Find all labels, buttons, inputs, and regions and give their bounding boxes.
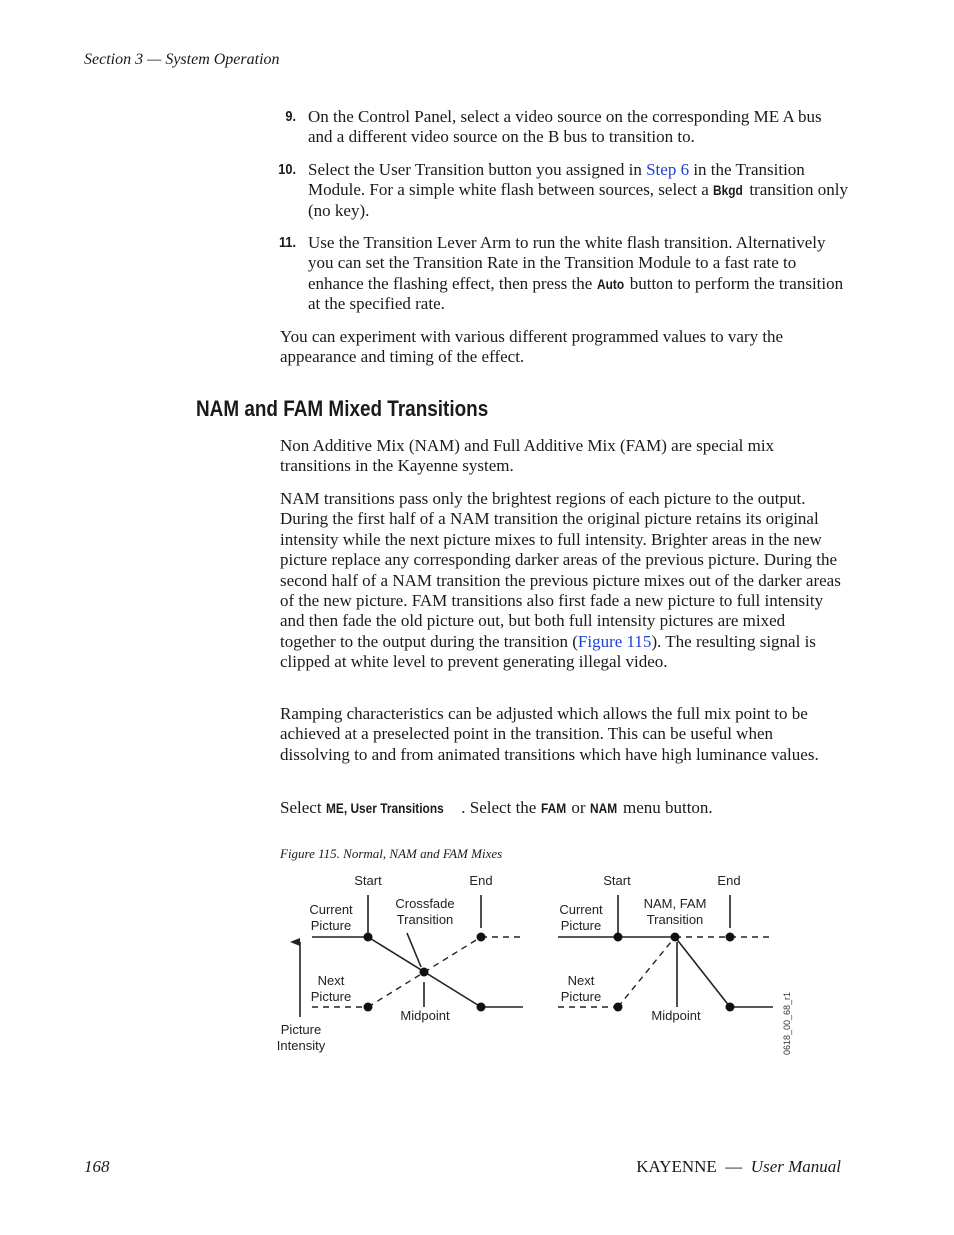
left-end-label: End xyxy=(469,873,493,888)
fam-ui-label: FAM xyxy=(540,800,566,816)
left-next-picture-label: Next Picture xyxy=(310,973,352,1004)
ramping-paragraph: Ramping characteristics can be adjusted which allows the full mix point to be achieved at a preselected point in the transition. This can be useful when dissolving to and from animated transitions which have high luminance values. xyxy=(280,704,819,764)
bkgd-ui-label: Bkgd xyxy=(713,182,743,199)
step-6-link[interactable]: Step 6 xyxy=(646,160,690,179)
start-point-bottom xyxy=(364,1003,373,1012)
end-point-bottom xyxy=(477,1003,486,1012)
page-number: 168 xyxy=(84,1157,110,1176)
section-heading: NAM and FAM Mixed Transitions xyxy=(196,396,489,421)
me-user-transitions-ui-label: ME, User Transitions xyxy=(325,800,444,816)
right-start-label: Start xyxy=(603,873,631,888)
step-text: Select the User Transition button you assigned in Step 6 in the Transition Module. For a simple white flash between sources, select a Bkgd transition only (no key). xyxy=(308,160,849,220)
left-current-picture-label: Current Picture xyxy=(309,902,353,933)
product-name: KAYENNE xyxy=(636,1157,717,1176)
experiment-paragraph: You can experiment with various different programmed values to vary the appearance and timing of the effect. xyxy=(280,327,784,367)
right-current-picture-label: Current Picture xyxy=(559,902,603,933)
next-picture-fade-in xyxy=(618,937,675,1007)
figure-id: 0618_00_68_r1 xyxy=(782,991,792,1055)
end-point-top xyxy=(726,933,735,942)
end-point-top xyxy=(477,933,486,942)
manual-title: User Manual xyxy=(750,1157,841,1176)
right-next-picture-label: Next Picture xyxy=(560,973,602,1004)
step-text: On the Control Panel, select a video source on the corresponding ME A bus and a different video source on the B bus to transition to. xyxy=(308,107,822,147)
picture-intensity-axis-label: Picture Intensity xyxy=(276,1022,326,1053)
start-point xyxy=(614,933,623,942)
right-transition-label: NAM, FAM Transition xyxy=(643,896,707,927)
current-picture-fade-out xyxy=(675,937,730,1007)
step-number: 9. xyxy=(285,108,296,125)
left-start-label: Start xyxy=(354,873,382,888)
running-header: Section 3 — System Operation xyxy=(84,51,280,68)
figure-caption: Figure 115. Normal, NAM and FAM Mixes xyxy=(280,846,503,861)
step-text: Use the Transition Lever Arm to run the white flash transition. Alternatively you can set the Transition Rate in the Transition Module to a fast rate to enhance the flashing effect, then press the Auto button to perform the transition at the specified rate. xyxy=(308,233,844,314)
left-midpoint-label: Midpoint xyxy=(400,1008,450,1023)
step-number: 11. xyxy=(278,234,296,251)
end-point-bottom xyxy=(726,1003,735,1012)
intro-paragraph: Non Additive Mix (NAM) and Full Additive Mix (FAM) are special mix transitions in the Kayenne system. xyxy=(280,436,775,476)
right-end-label: End xyxy=(717,873,741,888)
midpoint-point xyxy=(671,933,680,942)
right-midpoint-label: Midpoint xyxy=(651,1008,701,1023)
nam-ui-label: NAM xyxy=(589,800,617,816)
start-point xyxy=(364,933,373,942)
start-point-bottom xyxy=(614,1003,623,1012)
running-footer: KAYENNE — User Manual xyxy=(636,1157,841,1176)
left-transition-label: Crossfade Transition xyxy=(395,896,455,927)
auto-ui-label: Auto xyxy=(596,275,624,292)
step-number: 10. xyxy=(278,161,296,178)
figure-115-link[interactable]: Figure 115 xyxy=(577,631,652,651)
nam-fam-paragraph: NAM transitions pass only the brightest regions of each picture to the output. During the first half of a NAM transition the original picture retains its original intensity while the next picture mixes to full intensity. Brighter areas in the new picture replace any corresponding darker areas of the previous picture. During the second half of a NAM transition the previous picture mixes out of the darker areas of the new picture. FAM transitions also first fade a new picture to full intensity and then fade the old picture out, but both full intensity pictures are mixed together to the output during the transition (Figure 115). The resulting signal is clipped at white level to prevent generating illegal video. xyxy=(280,489,841,672)
midpoint-point xyxy=(420,968,429,977)
menu-instruction: Select ME, User Transitions . Select the FAM or NAM menu button. xyxy=(280,798,713,817)
